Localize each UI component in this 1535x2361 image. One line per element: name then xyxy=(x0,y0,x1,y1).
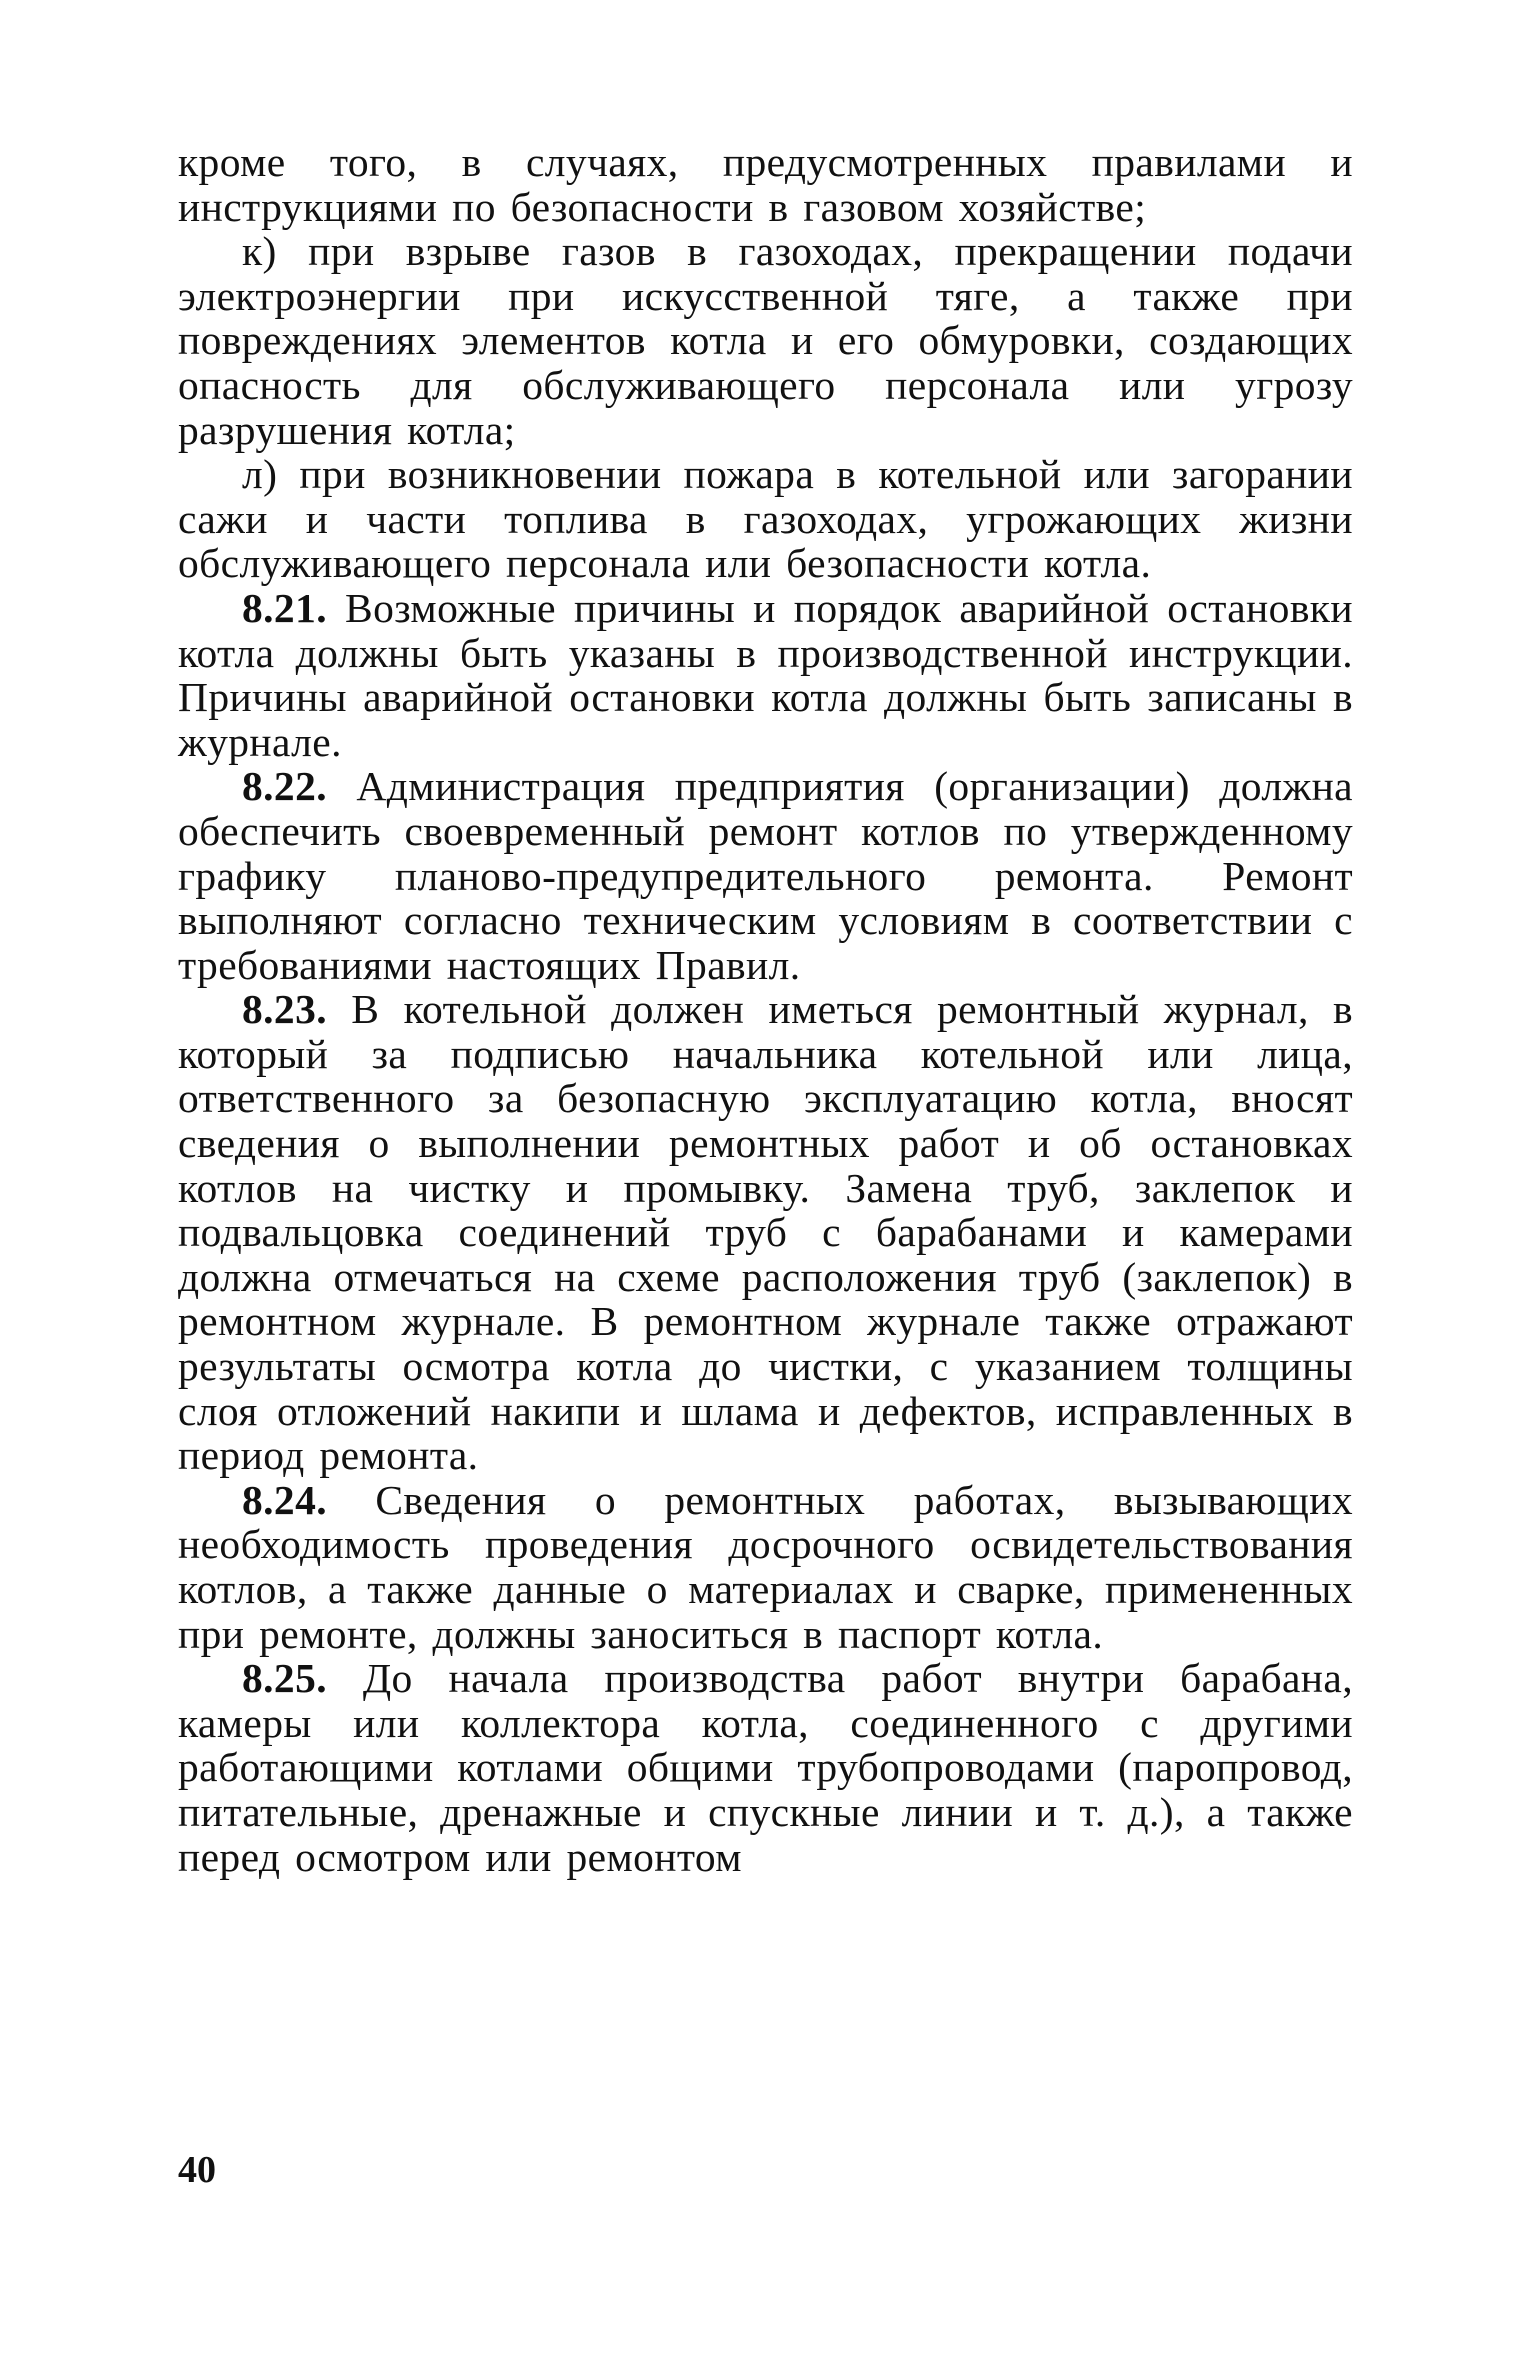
paragraph-item-l xyxy=(178,452,1353,586)
paragraph-text: Администрация предприятия (организации) должна обеспечить своевременный ремонт котлов по утвержденному графику планово-предупредительного ремонта. Ремонт выполняют согласно техническим условиям в соответствии с требованиями настоящих Правил. xyxy=(178,763,1353,988)
section-number: 8.22. xyxy=(242,763,327,810)
section-8-23 xyxy=(178,987,1353,1478)
paragraph-text: кроме того, в случаях, предусмотренных правилами и инструкциями по безопасности в газовом хозяйстве; xyxy=(178,139,1353,230)
paragraph-text: В котельной должен иметься ремонтный журнал, в который за подписью начальника котельной или лица, ответственного за безопасную эксплуатацию котла, вносят сведения о выполнении ремонтных работ и об остановках котлов на чистку и промывку. Замена труб, заклепок и подвальцовка соединений труб с барабанами и камерами должна отмечаться на схеме расположения труб (заклепок) в ремонтном журнале. В ремонтном журнале также отражают результаты осмотра котла до чистки, с указанием толщины слоя отложений накипи и шлама и дефектов, исправленных в период ремонта. xyxy=(178,986,1353,1479)
paragraph-text: Возможные причины и порядок аварийной остановки котла должны быть указаны в производственной инструкции. Причины аварийной остановки котла должны быть записаны в журнале. xyxy=(178,584,1353,765)
paragraph-item-k xyxy=(178,229,1353,452)
section-8-25 xyxy=(178,1656,1353,1879)
section-number: 8.25. xyxy=(242,1655,327,1702)
section-number: 8.24. xyxy=(242,1476,327,1523)
document-page xyxy=(178,140,1353,1879)
section-8-21 xyxy=(178,586,1353,764)
page-number: 40 xyxy=(178,2149,216,2191)
paragraph-text: к) при взрыве газов в газоходах, прекращении подачи электроэнергии при искусственной тяге, а также при повреждениях элементов котла и его обмуровки, создающих опасность для обслуживающего персонала или угрозу разрушения котла; xyxy=(178,228,1353,453)
paragraph-text: л) при возникновении пожара в котельной или загорании сажи и части топлива в газоходах, угрожающих жизни обслуживающего персонала или безопасности котла. xyxy=(178,451,1353,587)
section-number: 8.23. xyxy=(242,986,327,1033)
paragraph-continuation xyxy=(178,140,1353,229)
section-8-22 xyxy=(178,764,1353,987)
section-8-24 xyxy=(178,1478,1353,1656)
section-number: 8.21. xyxy=(242,584,327,631)
paragraph-text: Сведения о ремонтных работах, вызывающих необходимость проведения досрочного освидетельствования котлов, а также данные о материалах и сварке, примененных при ремонте, должны заноситься в паспорт котла. xyxy=(178,1476,1353,1657)
paragraph-text: До начала производства работ внутри барабана, камеры или коллектора котла, соединенного с другими работающими котлами общими трубопроводами (паропровод, питательные, дренажные и спускные линии и т. д.), а также перед осмотром или ремонтом xyxy=(178,1655,1353,1880)
